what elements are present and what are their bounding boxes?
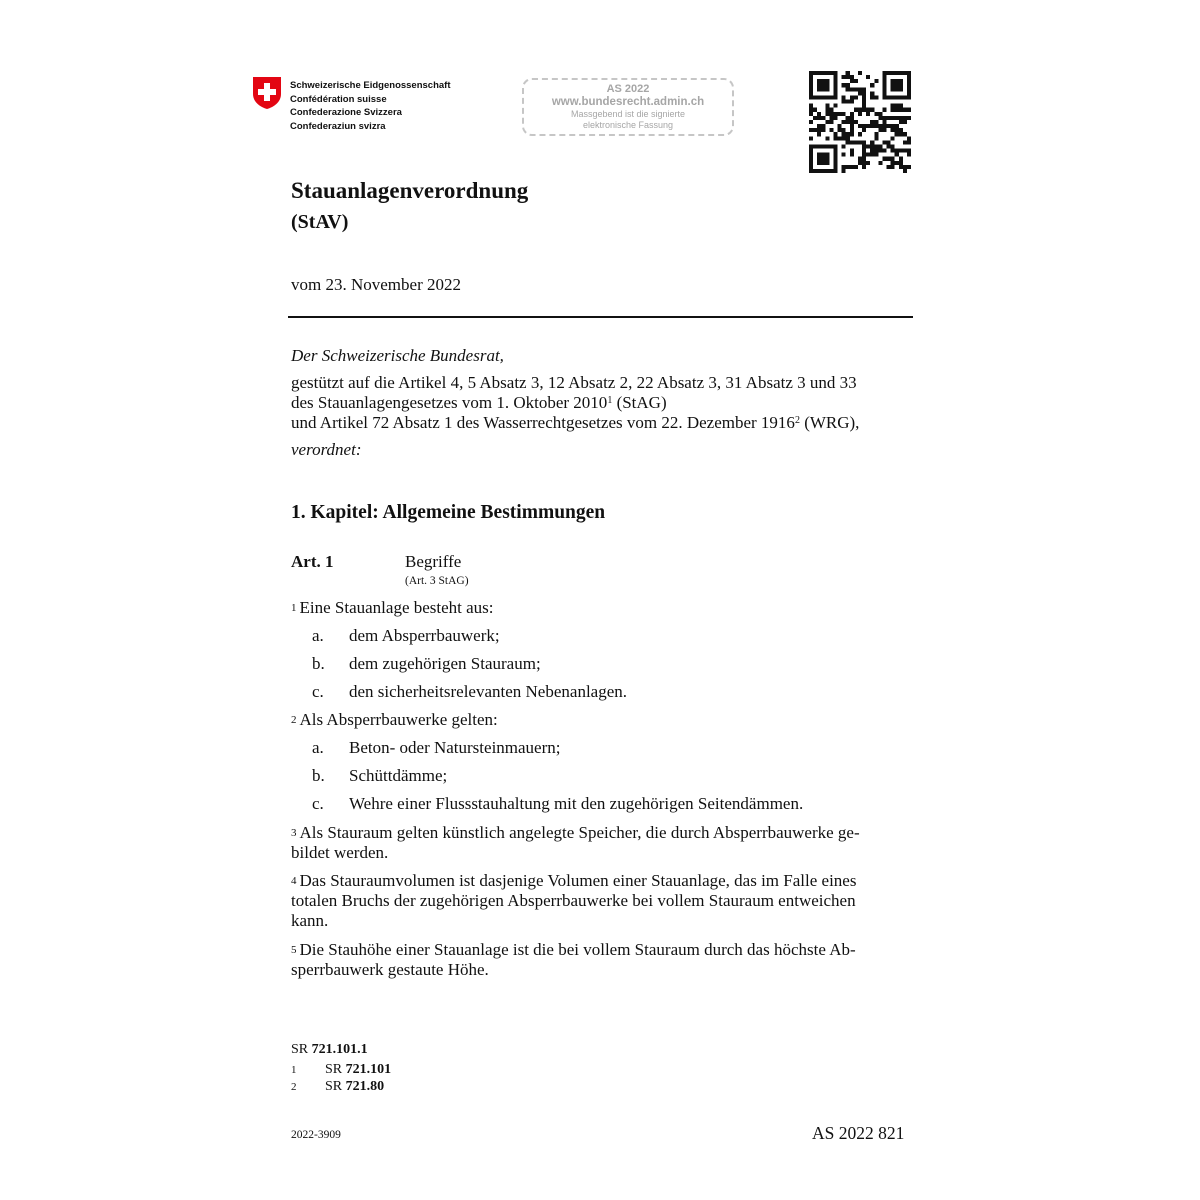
preamble-line-1: gestützt auf die Artikel 4, 5 Absatz 3, 12 Absatz 2, 22 Absatz 3, 31 Absatz 3 und 33 (291, 373, 857, 392)
list-item-label: c. (312, 794, 324, 813)
paragraph-4-line-2: totalen Bruchs der zugehörigen Absperrbauwerke bei vollem Stauraum entweichen (291, 891, 856, 910)
paragraph-4-line-3: kann. (291, 911, 329, 930)
document-date: vom 23. November 2022 (291, 275, 461, 294)
footnote-1 (291, 1062, 392, 1078)
footnote-prefix: SR (325, 1062, 343, 1077)
sr-prefix: SR (291, 1042, 309, 1057)
paragraph-number: 2 (291, 714, 297, 726)
confederation-rm: Confederaziun svizra (290, 120, 386, 132)
article-reference: (Art. 3 StAG) (405, 575, 469, 587)
list-item-label: c. (312, 682, 324, 701)
footnote-text (325, 1062, 391, 1078)
sr-main-number: 721.101.1 (311, 1042, 368, 1057)
paragraph-4-line-1 (291, 871, 856, 891)
stamp-note-1: Massgebend ist die signierte (570, 109, 686, 119)
paragraph-text: Die Stauhöhe einer Stauanlage ist die bei vollem Stauraum durch das höchste Ab- (299, 940, 856, 959)
confederation-fr: Confédération suisse (290, 93, 387, 105)
stamp-note-2: elektronische Fassung (582, 120, 674, 130)
footnote-prefix: SR (325, 1079, 343, 1094)
paragraph-number: 3 (291, 827, 297, 839)
preamble-line-3-tail: (WRG), (799, 413, 860, 432)
paragraph-text: Als Stauraum gelten künstlich angelegte Speicher, die durch Absperrbauwerke ge- (299, 823, 860, 842)
paragraph-number: 1 (291, 602, 297, 614)
preamble-line-3 (291, 413, 859, 433)
stamp-website: www.bundesrecht.admin.ch (551, 96, 705, 108)
confederation-de: Schweizerische Eidgenossenschaft (290, 80, 451, 91)
footnote-ref-1[interactable]: 1 (607, 395, 613, 406)
list-item-text: den sicherheitsrelevanten Nebenanlagen. (349, 682, 628, 701)
document-id: 2022-3909 (291, 1129, 341, 1141)
list-item-label: a. (312, 738, 324, 757)
list-item-label: b. (312, 654, 325, 673)
qr-code-icon (809, 71, 911, 173)
official-collection-reference: AS 2022 821 (812, 1123, 905, 1143)
list-item-text: Beton- oder Natursteinmauern; (349, 738, 561, 757)
confederation-it: Confederazione Svizzera (290, 107, 402, 118)
paragraph-3-line-1 (291, 823, 860, 843)
preamble-decree: verordnet: (291, 440, 362, 459)
preamble-authority: Der Schweizerische Bundesrat, (291, 346, 504, 365)
footnote-2 (291, 1079, 385, 1095)
list-item-text: dem zugehörigen Stauraum; (349, 654, 541, 673)
preamble-line-2-text: des Stauanlagengesetzes vom 1. Oktober 2010 (291, 393, 608, 412)
footnote-ref[interactable]: 721.101 (345, 1062, 392, 1077)
paragraph-text: Eine Stauanlage besteht aus: (299, 598, 494, 617)
chapter-heading: 1. Kapitel: Allgemeine Bestimmungen (291, 502, 606, 523)
paragraph-number: 5 (291, 944, 297, 956)
paragraph-5-line-1 (291, 940, 856, 960)
paragraph-1 (291, 598, 494, 618)
footnote-text (325, 1079, 384, 1095)
stamp-collection: AS 2022 (606, 83, 650, 95)
sr-number (291, 1042, 368, 1058)
document-abbreviation: (StAV) (291, 211, 349, 233)
preamble-line-2 (291, 393, 667, 413)
list-item-label: a. (312, 626, 324, 645)
list-item-text: Schüttdämme; (349, 766, 448, 785)
article-number: Art. 1 (291, 552, 334, 571)
confederation-name-block (290, 79, 451, 133)
footnote-number: 2 (291, 1081, 297, 1093)
preamble-line-3-text: und Artikel 72 Absatz 1 des Wasserrechtgesetzes vom 22. Dezember 1916 (291, 413, 795, 432)
footnote-ref-2[interactable]: 2 (794, 415, 800, 426)
list-item-label: b. (312, 766, 325, 785)
article-name: Begriffe (405, 552, 462, 571)
paragraph-number: 4 (291, 875, 297, 887)
footnote-ref[interactable]: 721.80 (345, 1079, 385, 1094)
paragraph-3-line-2: bildet werden. (291, 843, 389, 862)
paragraph-5-line-2: sperrbauwerk gestaute Höhe. (291, 960, 489, 979)
preamble-line-2-tail: (StAG) (612, 393, 667, 412)
paragraph-text: Das Stauraumvolumen ist dasjenige Volumen einer Stauanlage, das im Falle eines (299, 871, 857, 890)
list-item-text: Wehre einer Flussstauhaltung mit den zugehörigen Seitendämmen. (349, 794, 804, 813)
paragraph-2 (291, 710, 498, 730)
swiss-cross-shield-icon (252, 76, 282, 110)
official-publication-stamp (522, 78, 734, 136)
document-title: Stauanlagenverordnung (291, 178, 529, 203)
paragraph-text: Als Absperrbauwerke gelten: (299, 710, 498, 729)
title-divider (288, 316, 913, 318)
footnote-number: 1 (291, 1064, 297, 1076)
list-item-text: dem Absperrbauwerk; (349, 626, 500, 645)
